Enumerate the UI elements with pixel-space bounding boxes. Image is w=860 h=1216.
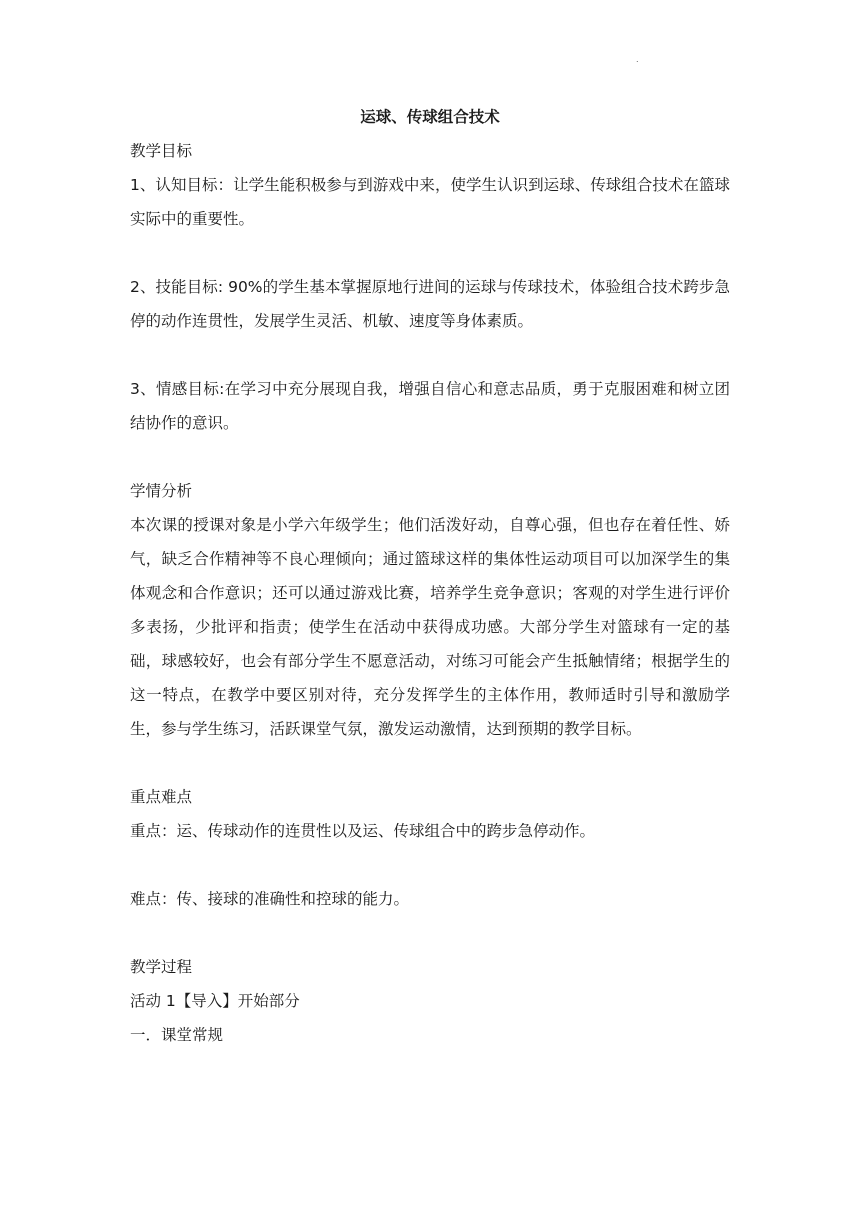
key-points-heading: 重点难点 xyxy=(130,788,193,806)
objectives-heading: 教学目标 xyxy=(130,142,193,160)
spacer xyxy=(130,236,730,270)
document-body xyxy=(130,100,730,1052)
corner-mark: . xyxy=(636,55,639,64)
activity-title: 活动 1【导入】开始部分 xyxy=(130,992,300,1010)
difficulty-text: 难点：传、接球的准确性和控球的能力。 xyxy=(130,890,410,908)
spacer xyxy=(130,916,730,950)
spacer xyxy=(130,440,730,474)
objective-affective: 3、情感目标:在学习中充分展现自我，增强自信心和意志品质，勇于克服困难和树立团结协作的意识。 xyxy=(130,380,730,432)
analysis-text: 本次课的授课对象是小学六年级学生；他们活泼好动，自尊心强，但也存在着任性、娇气，缺乏合作精神等不良心理倾向；通过篮球这样的集体性运动项目可以加深学生的集体观念和合作意识；还可以通过游戏比赛，培养学生竞争意识；客观的对学生进行评价多表扬，少批评和指责；使学生在活动中获得成功感。大部分学生对篮球有一定的基础，球感较好，也会有部分学生不愿意活动，对练习可能会产生抵触情绪；根据学生的这一特点，在教学中要区别对待，充分发挥学生的主体作用，教师适时引导和激励学生，参与学生练习，活跃课堂气氛，激发运动激情，达到预期的教学目标。 xyxy=(130,516,730,738)
objective-cognitive: 1、认知目标：让学生能积极参与到游戏中来，使学生认识到运球、传球组合技术在篮球实际中的重要性。 xyxy=(130,176,730,228)
analysis-heading: 学情分析 xyxy=(130,482,193,500)
spacer xyxy=(130,338,730,372)
section-title: 一．课堂常规 xyxy=(130,1026,224,1044)
key-point-text: 重点：运、传球动作的连贯性以及运、传球组合中的跨步急停动作。 xyxy=(130,822,596,840)
process-heading: 教学过程 xyxy=(130,958,193,976)
spacer xyxy=(130,746,730,780)
document-title: 运球、传球组合技术 xyxy=(360,108,500,126)
objective-skill: 2、技能目标: 90%的学生基本掌握原地行进间的运球与传球技术，体验组合技术跨步急停的动作连贯性，发展学生灵活、机敏、速度等身体素质。 xyxy=(130,278,730,330)
spacer xyxy=(130,848,730,882)
